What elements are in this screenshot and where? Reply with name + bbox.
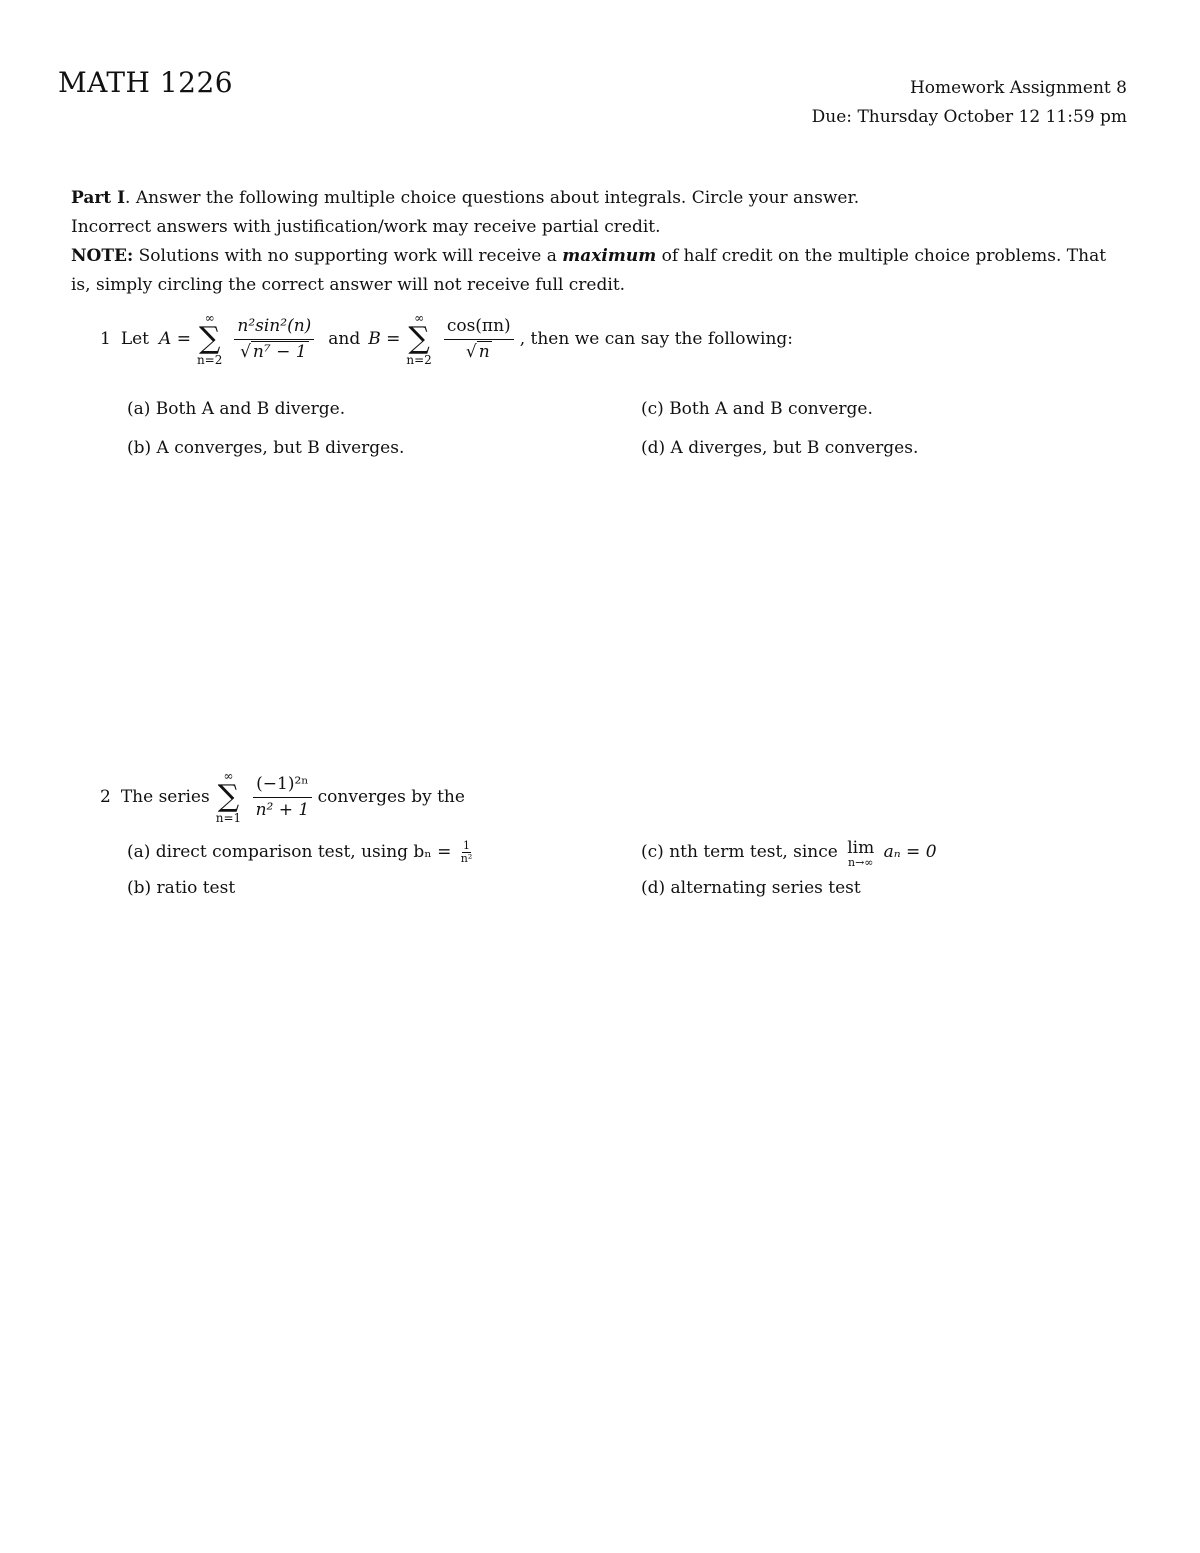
question-number: 1 bbox=[100, 329, 111, 349]
series-lead: The series bbox=[120, 787, 210, 807]
q2-option-b[interactable]: (b) ratio test bbox=[127, 878, 236, 898]
assignment-title: Homework Assignment 8 bbox=[909, 78, 1127, 98]
partial-credit-line: Incorrect answers with justification/work may receive partial credit. bbox=[71, 217, 661, 237]
b-variable: B = bbox=[368, 329, 401, 349]
q2-option-c-tail: aₙ = 0 bbox=[883, 842, 937, 862]
q2-option-c-text: (c) nth term test, since bbox=[641, 842, 838, 862]
q2-tail: converges by the bbox=[317, 787, 465, 807]
note-pre: Solutions with no supporting work will receive a bbox=[133, 246, 563, 266]
sum-lower: n=2 bbox=[406, 353, 432, 367]
numerator-b: cos(πn) bbox=[444, 316, 514, 339]
numerator: (−1)²ⁿ bbox=[253, 774, 312, 797]
summation-b bbox=[406, 312, 431, 366]
sigma-icon: ∑ bbox=[217, 779, 240, 814]
lim-subscript: n→∞ bbox=[847, 856, 874, 869]
denominator-a: √ n⁷ − 1 bbox=[240, 341, 307, 362]
and-word: and bbox=[328, 329, 361, 349]
instructions bbox=[71, 184, 1131, 300]
q1-option-b[interactable]: (b) A converges, but B diverges. bbox=[127, 438, 405, 458]
note-label: NOTE: bbox=[71, 246, 134, 266]
radicand-b: n bbox=[478, 341, 490, 362]
q2-option-a[interactable] bbox=[127, 840, 472, 865]
sigma-icon: ∑ bbox=[408, 321, 430, 356]
sum-upper: ∞ bbox=[223, 769, 234, 783]
question-number: 2 bbox=[100, 787, 111, 807]
note-line bbox=[71, 242, 1131, 300]
radicand-a: n⁷ − 1 bbox=[252, 341, 307, 362]
summation-a bbox=[197, 312, 222, 366]
part-label: Part I bbox=[71, 188, 126, 208]
q2-option-a-text: (a) direct comparison test, using bₙ = bbox=[127, 842, 452, 862]
frac-num: 1 bbox=[462, 839, 470, 853]
q1-option-a[interactable]: (a) Both A and B diverge. bbox=[127, 399, 346, 419]
q2-option-d[interactable]: (d) alternating series test bbox=[641, 878, 861, 898]
fraction bbox=[253, 774, 312, 820]
q1-tail: , then we can say the following: bbox=[519, 329, 794, 349]
fraction-a bbox=[234, 316, 314, 362]
sum-lower: n=1 bbox=[215, 811, 242, 825]
one-over-n-squared bbox=[461, 840, 473, 864]
q1-option-d[interactable]: (d) A diverges, but B converges. bbox=[641, 438, 919, 458]
part-text: . Answer the following multiple choice questions about integrals. Circle your answer. bbox=[125, 188, 860, 208]
summation bbox=[216, 770, 241, 824]
course-title: MATH 1226 bbox=[58, 66, 234, 99]
assignment-header bbox=[812, 74, 1127, 132]
denominator: n² + 1 bbox=[255, 799, 310, 820]
let-word: Let bbox=[120, 329, 150, 349]
lim-word: lim bbox=[847, 838, 875, 858]
note-emphasis: maximum bbox=[562, 246, 657, 266]
limit bbox=[847, 840, 874, 868]
denominator-b: √ n bbox=[465, 341, 490, 362]
sigma-icon: ∑ bbox=[198, 321, 221, 356]
fraction-b bbox=[444, 316, 514, 362]
frac-den: n² bbox=[460, 852, 473, 865]
part-line bbox=[71, 184, 1131, 213]
question-1 bbox=[100, 312, 793, 366]
sum-lower: n=2 bbox=[196, 353, 223, 367]
q2-option-c[interactable] bbox=[641, 840, 937, 868]
question-2 bbox=[100, 770, 465, 824]
sum-upper: ∞ bbox=[414, 311, 425, 325]
numerator-a: n²sin²(n) bbox=[234, 316, 314, 339]
a-variable: A = bbox=[159, 329, 191, 349]
note-post: of half credit on the multiple choice problems. That is, simply circling the correct answer will not receive full credit. bbox=[71, 246, 1107, 295]
due-date: Due: Thursday October 12 11:59 pm bbox=[811, 107, 1127, 127]
q1-option-c[interactable]: (c) Both A and B converge. bbox=[641, 399, 873, 419]
sum-upper: ∞ bbox=[204, 311, 215, 325]
